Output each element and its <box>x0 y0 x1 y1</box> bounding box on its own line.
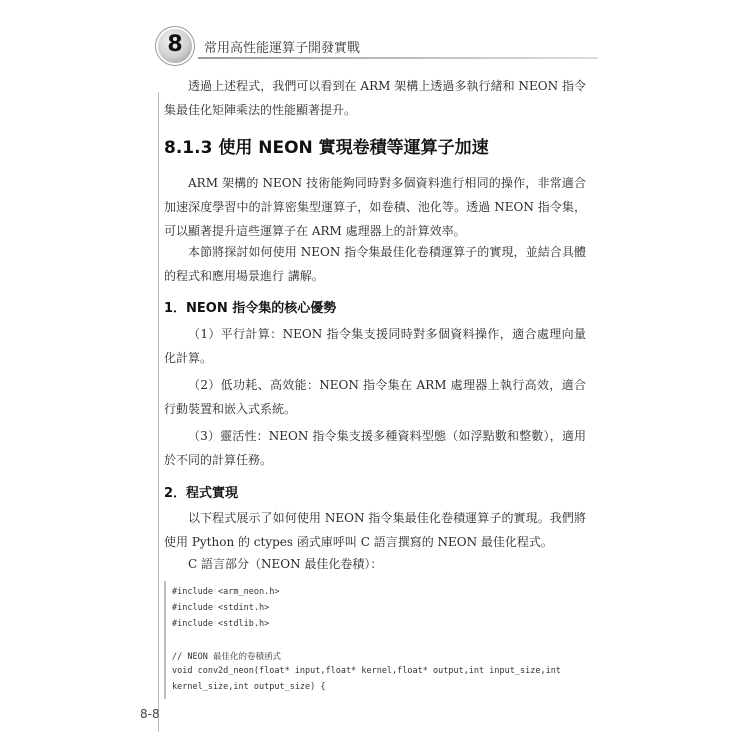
margin-rule <box>158 92 159 732</box>
subsection-heading-2: 2．程式實現 <box>164 486 239 501</box>
code-line: void conv2d_neon(float* input,float* kernel,float* output,int input_size,int <box>172 666 561 676</box>
code-comment: // NEON 最佳化的卷積函式 <box>172 652 281 662</box>
chapter-number: 8 <box>167 32 183 57</box>
advantage-item-3: （3）靈活性：NEON 指令集支援多種資料型態（如浮點數和整數），適用於不同的計算任務。 <box>164 429 586 467</box>
code-block <box>164 581 588 699</box>
section-paragraph-1: ARM 架構的 NEON 技術能夠同時對多個資料進行相同的操作，非常適合加速深度學習中的計算密集型運算子，如卷積、池化等。透過 NEON 指令集，可以顯著提升這些運算子在 ARM 處理器上的計算效率。 <box>164 176 586 238</box>
code-line: #include <stdint.h> <box>172 603 270 613</box>
program-paragraph: 以下程式展示了如何使用 NEON 指令集最佳化卷積運算子的實現。我們將使用 Python 的 ctypes 函式庫呼叫 C 語言撰寫的 NEON 最佳化程式。 <box>164 511 586 549</box>
section-paragraph-2: 本節將探討如何使用 NEON 指令集最佳化卷積運算子的實現，並結合具體的程式和應用場景進行 講解。 <box>164 245 586 283</box>
code-line: kernel_size,int output_size) { <box>172 682 326 692</box>
subsection-heading-1: 1．NEON 指令集的核心優勢 <box>164 301 337 316</box>
page-number: 8-8 <box>140 707 160 721</box>
advantage-item-2: （2）低功耗、高效能：NEON 指令集在 ARM 處理器上執行高效，適合行動裝置和嵌入式系統。 <box>164 378 586 416</box>
advantage-item-1: （1）平行計算：NEON 指令集支援同時對多個資料操作，適合處理向量化計算。 <box>164 327 586 365</box>
chapter-header <box>158 29 598 63</box>
code-line: #include <arm_neon.h> <box>172 587 280 597</box>
section-heading: 8.1.3 使用 NEON 實現卷積等運算子加速 <box>164 138 489 158</box>
chapter-title: 常用高性能運算子開發實戰 <box>204 41 361 56</box>
chapter-number-badge <box>158 29 192 63</box>
code-line: #include <stdlib.h> <box>172 619 270 629</box>
code-label: C 語言部分（NEON 最佳化卷積）： <box>188 557 383 571</box>
intro-paragraph: 透過上述程式，我們可以看到在 ARM 架構上透過多執行緒和 NEON 指令集最佳化矩陣乘法的性能顯著提升。 <box>164 79 586 117</box>
chapter-header-rule <box>198 57 598 59</box>
